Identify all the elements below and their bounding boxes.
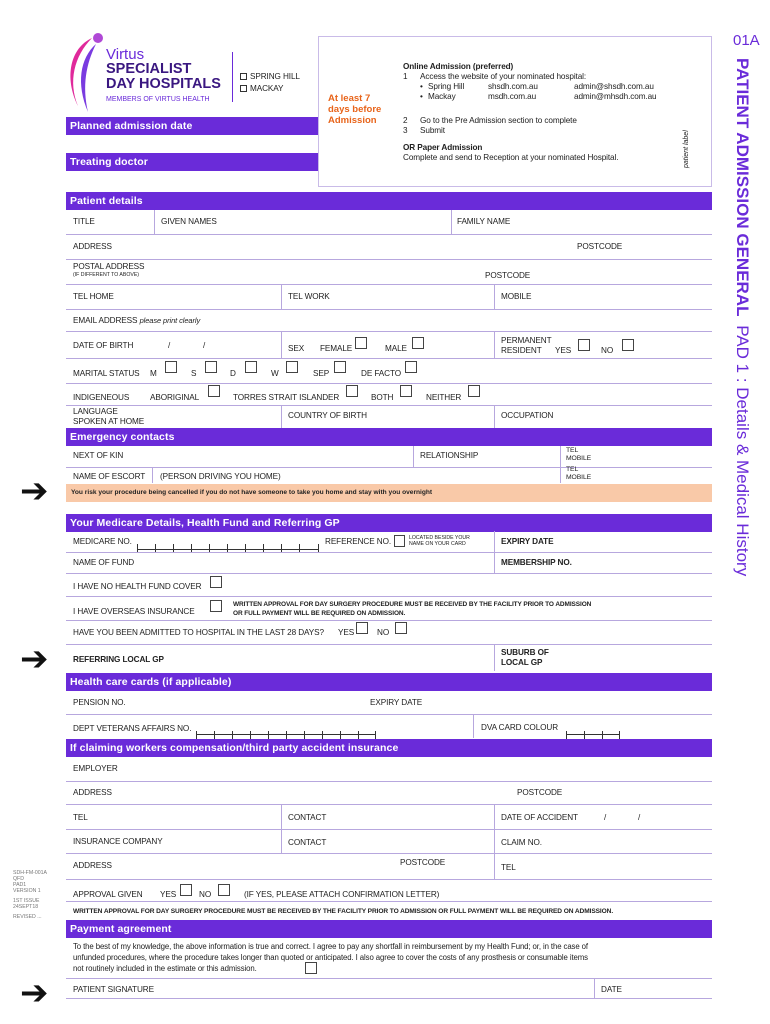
spring-hill-checkbox[interactable] (240, 73, 247, 80)
brand-day-hospitals: DAY HOSPITALS (106, 76, 221, 92)
treating-doctor-label: Treating doctor (70, 156, 148, 168)
health-cards-heading: Health care cards (if applicable) (66, 673, 712, 691)
resident-no-checkbox[interactable] (622, 339, 634, 351)
approval-yes-checkbox[interactable] (180, 884, 192, 896)
insurance-tel-label: TEL (501, 863, 516, 872)
suburb-gp-label: SUBURB OF LOCAL GP (501, 648, 549, 667)
email-label: EMAIL ADDRESS please print clearly (73, 316, 201, 325)
side-title-bold: PATIENT ADMISSION GENERAL (733, 58, 752, 317)
given-names-label: GIVEN NAMES (161, 217, 217, 226)
escort-label: NAME OF ESCORT (73, 472, 146, 481)
site-mackay-url[interactable]: msdh.com.au (488, 92, 537, 101)
paper-admission-text: Complete and send to Reception at your nominated Hospital. (403, 153, 619, 162)
torres-checkbox[interactable] (346, 385, 358, 397)
dva-colour-boxes[interactable] (566, 726, 620, 735)
planned-admission-date-bar[interactable] (66, 117, 318, 135)
address-label: ADDRESS (73, 242, 112, 251)
insurance-contact-label: CONTACT (288, 838, 327, 847)
payment-agree-checkbox[interactable] (305, 962, 317, 974)
site-mackay: Mackay (428, 92, 456, 101)
indigenous-label: INDIGENEOUS (73, 393, 130, 402)
dob-label: DATE OF BIRTH (73, 341, 134, 350)
no-fund-label: I HAVE NO HEALTH FUND COVER (73, 582, 202, 591)
referring-gp-label: REFERRING LOCAL GP (73, 655, 164, 664)
tel-home-label: TEL HOME (73, 292, 114, 301)
membership-label: MEMBERSHIP NO. (501, 558, 572, 567)
pension-label: PENSION NO. (73, 698, 126, 707)
brand-tagline: MEMBERS OF VIRTUS HEALTH (106, 96, 210, 103)
dva-colour-label: DVA CARD COLOUR (481, 723, 559, 732)
attach-note: (IF YES, PLEASE ATTACH CONFIRMATION LETTER) (244, 890, 440, 899)
logo (62, 30, 110, 116)
medicare-no-label: MEDICARE NO. (73, 537, 132, 546)
language-label: LANGUAGE SPOKEN AT HOME (73, 407, 145, 426)
escort-warning: You risk your procedure being cancelled if you do not have someone to take you home and stay with you overnight (66, 484, 712, 502)
signature-date-label: DATE (601, 985, 622, 994)
online-admission-title: Online Admission (preferred) (403, 62, 514, 71)
workers-written-approval: WRITTEN APPROVAL FOR DAY SURGERY PROCEDURE MUST BE RECEIVED BY THE FACILITY PRIOR TO ADMISSION OR FULL PAYMENT WILL BE REQUIRED ON ADMISSION. (73, 908, 614, 915)
doc-info: SDH-FM-001A QFD PAD1 VERSION 1 1ST ISSUE 24SEPT18 REVISED ... (13, 870, 48, 920)
site-mackay-email[interactable]: admin@mhsdh.com.au (574, 92, 657, 101)
neither-checkbox[interactable] (468, 385, 480, 397)
emergency-heading: Emergency contacts (66, 428, 712, 446)
kin-tel-mobile: TEL MOBILE (566, 447, 592, 462)
payment-heading: Payment agreement (66, 920, 712, 938)
title-label: TITLE (73, 217, 95, 226)
arrow-right-icon: ➔ (20, 974, 49, 1012)
postal-address-label: POSTAL ADDRESS (73, 262, 145, 271)
resident-yes-checkbox[interactable] (578, 339, 590, 351)
male-label: MALE (385, 344, 407, 353)
approval-no-checkbox[interactable] (218, 884, 230, 896)
aboriginal-checkbox[interactable] (208, 385, 220, 397)
female-checkbox[interactable] (355, 337, 367, 349)
step1: Access the website of your nominated hospital: (420, 72, 587, 81)
occupation-label: OCCUPATION (501, 411, 554, 420)
resident-yes-label: YES (555, 346, 572, 355)
family-name-label: FAMILY NAME (457, 217, 511, 226)
postcode-label: POSTCODE (577, 242, 623, 251)
side-title (732, 58, 752, 658)
escort-tel-mobile: TEL MOBILE (566, 466, 592, 481)
marital-m-checkbox[interactable] (165, 361, 177, 373)
side-title-light: PAD 1 : Details & Medical History (733, 325, 752, 577)
planned-admission-date-label: Planned admission date (70, 120, 193, 132)
country-label: COUNTRY OF BIRTH (288, 411, 367, 420)
employer-label: EMPLOYER (73, 764, 118, 773)
postal-postcode-label: POSTCODE (485, 271, 531, 280)
workers-contact-label: CONTACT (288, 813, 327, 822)
next-of-kin-label: NEXT OF KIN (73, 451, 124, 460)
overseas-label: I HAVE OVERSEAS INSURANCE (73, 607, 195, 616)
reference-no-box[interactable] (394, 535, 405, 547)
site-spring-hill: Spring Hill (428, 82, 465, 91)
admitted-yes-checkbox[interactable] (356, 622, 368, 634)
marital-sep-checkbox[interactable] (334, 361, 346, 373)
insurance-company-label: INSURANCE COMPANY (73, 837, 163, 846)
escort-note: (PERSON DRIVING YOU HOME) (160, 472, 281, 481)
permanent-resident-label: PERMANENT RESIDENT (501, 336, 552, 355)
patient-details-heading: Patient details (66, 192, 712, 210)
male-checkbox[interactable] (412, 337, 424, 349)
workers-heading: If claiming workers compensation/third party accident insurance (66, 739, 712, 757)
spring-hill-label: SPRING HILL (250, 72, 300, 81)
both-checkbox[interactable] (400, 385, 412, 397)
claim-no-label: CLAIM NO. (501, 838, 542, 847)
marital-defacto-checkbox[interactable] (405, 361, 417, 373)
treating-doctor-bar[interactable] (66, 153, 318, 171)
mobile-label: MOBILE (501, 292, 532, 301)
mackay-checkbox[interactable] (240, 85, 247, 92)
insurance-postcode-label: POSTCODE (400, 858, 446, 867)
payment-text: To the best of my knowledge, the above information is true and correct. I agree to pay any shortfall in reimbursement by my Health Fund; or, in the case of unfunded procedures, where the procedure takes longer than quoted or anticipated. I also agree to cover the costs of any prosthesis or consumable items not routinely included in the estimate or this admission. (73, 942, 588, 973)
medicare-heading: Your Medicare Details, Health Fund and Referring GP (66, 514, 712, 532)
step2: Go to the Pre Admission section to complete (420, 116, 577, 125)
resident-no-label: NO (601, 346, 614, 355)
marital-w-checkbox[interactable] (286, 361, 298, 373)
workers-tel-label: TEL (73, 813, 88, 822)
step3: Submit (420, 126, 445, 135)
marital-s-checkbox[interactable] (205, 361, 217, 373)
patient-label-text: patient label (683, 130, 690, 168)
patient-signature-label: PATIENT SIGNATURE (73, 985, 154, 994)
expiry-date-label: EXPIRY DATE (501, 537, 554, 546)
pension-expiry-label: EXPIRY DATE (370, 698, 423, 707)
dva-label: DEPT VETERANS AFFAIRS NO. (73, 724, 192, 733)
admitted-label: HAVE YOU BEEN ADMITTED TO HOSPITAL IN THE LAST 28 DAYS? (73, 628, 324, 637)
no-fund-checkbox[interactable] (210, 576, 222, 588)
marital-d-checkbox[interactable] (245, 361, 257, 373)
at-least-7-days: At least 7 days before Admission (328, 93, 382, 126)
insurance-address-label: ADDRESS (73, 861, 112, 870)
paper-admission-title: OR Paper Admission (403, 143, 483, 152)
dva-no-boxes[interactable] (196, 726, 376, 735)
overseas-approval: WRITTEN APPROVAL FOR DAY SURGERY PROCEDURE MUST BE RECEIVED BY THE FACILITY PRIOR TO ADMISSION OR FULL PAYMENT WILL BE REQUIRED ON ADMISSION. (233, 601, 592, 617)
tel-work-label: TEL WORK (288, 292, 330, 301)
form-code: 01A (733, 32, 760, 49)
brand-specialist: SPECIALIST (106, 61, 192, 77)
workers-address-label: ADDRESS (73, 788, 112, 797)
approval-given-label: APPROVAL GIVEN (73, 890, 143, 899)
arrow-right-icon: ➔ (20, 640, 49, 678)
site-spring-hill-url[interactable]: shsdh.com.au (488, 82, 538, 91)
medicare-no-boxes[interactable] (137, 540, 319, 550)
fund-label: NAME OF FUND (73, 558, 135, 567)
relationship-label: RELATIONSHIP (420, 451, 479, 460)
reference-no-label: REFERENCE NO. (325, 537, 392, 546)
date-of-accident-label: DATE OF ACCIDENT (501, 813, 578, 822)
reference-note: LOCATED BESIDE YOUR NAME ON YOUR CARD (409, 535, 470, 547)
brand-name: Virtus (106, 46, 145, 63)
mackay-label: MACKAY (250, 84, 284, 93)
female-label: FEMALE (320, 344, 353, 353)
arrow-right-icon: ➔ (20, 472, 49, 510)
site-spring-hill-email[interactable]: admin@shsdh.com.au (574, 82, 654, 91)
admitted-no-checkbox[interactable] (395, 622, 407, 634)
marital-label: MARITAL STATUS (73, 369, 140, 378)
postal-address-note: (IF DIFFERENT TO ABOVE) (73, 272, 140, 278)
workers-postcode-label: POSTCODE (517, 788, 563, 797)
overseas-checkbox[interactable] (210, 600, 222, 612)
sex-label: SEX (288, 344, 305, 353)
